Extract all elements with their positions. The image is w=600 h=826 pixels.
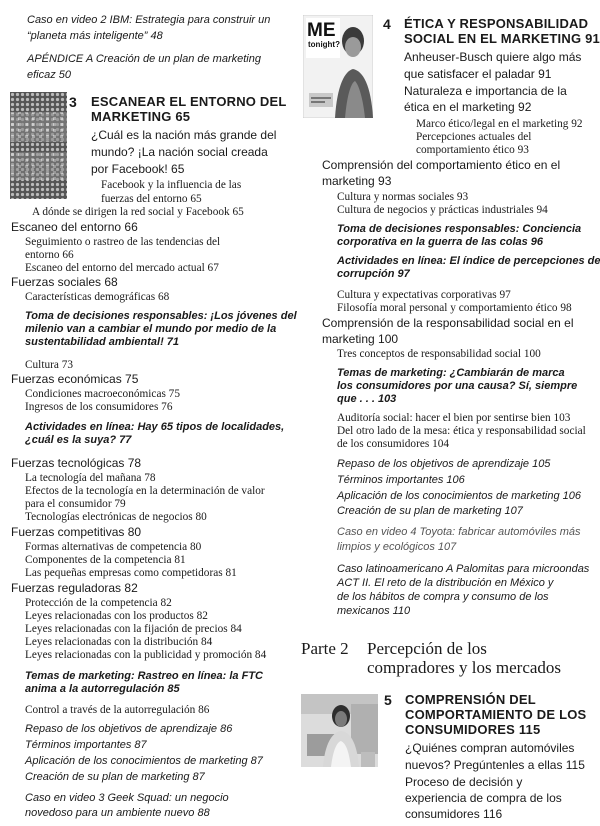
chapter-5-opener: ¿Quiénes compran automóviles — [405, 741, 575, 755]
toc-entry-video-case-2-cont: “planeta más inteligente” 48 — [27, 30, 163, 42]
end-matter-entry: Creación de su plan de marketing 87 — [25, 771, 205, 783]
end-matter-entry: Repaso de los objetivos de aprendizaje 86 — [25, 723, 233, 735]
cover-headline: ME — [307, 20, 336, 41]
cover-subheadline: tonight? — [308, 40, 340, 49]
feature-box-entry: Toma de decisiones responsables: Conciencia — [337, 223, 582, 235]
feature-box-entry: corrupción 97 — [337, 268, 410, 280]
toc-entry-latam-case-a-cont: mexicanos 110 — [337, 605, 411, 617]
toc-sub-entry: Tecnologías electrónicas de negocios 80 — [25, 511, 207, 523]
chapter-4-opener-cont: que satisfacer el paladar 91 — [404, 67, 552, 81]
toc-entry-video-case-2: Caso en video 2 IBM: Estrategia para construir un — [27, 14, 271, 26]
feature-box-entry: Temas de marketing: Rastreo en línea: la FTC — [25, 670, 263, 682]
toc-entry-appendix-a-cont: eficaz 50 — [27, 69, 72, 81]
toc-sub-entry: Cultura de negocios y prácticas industriales 94 — [337, 204, 548, 216]
chapter-4-title-cont: SOCIAL EN EL MARKETING 91 — [404, 31, 600, 46]
toc-sub-entry: Formas alternativas de competencia 80 — [25, 541, 202, 553]
feature-box-entry: Actividades en línea: Hay 65 tipos de localidades, — [25, 421, 285, 433]
toc-section: Fuerzas reguladoras 82 — [11, 581, 138, 595]
toc-section: Comprensión del comportamiento ético en el — [322, 158, 561, 172]
toc-sub-entry: Protección de la competencia 82 — [25, 597, 172, 609]
toc-sub-entry: Cultura y normas sociales 93 — [337, 191, 469, 203]
toc-sub-entry: comportamiento ético 93 — [416, 144, 529, 156]
chapter-3-opener-cont: por Facebook! 65 — [91, 162, 185, 176]
toc-sub-entry: Leyes relacionadas con la fijación de precios 84 — [25, 623, 242, 635]
chapter-3-opener: ¿Cuál es la nación más grande del — [91, 128, 277, 142]
toc-section: Comprensión de la responsabilidad social en el — [322, 316, 574, 330]
part-2-label: Parte 2 — [301, 639, 349, 658]
feature-box-entry: corporativa en la guerra de las colas 96 — [337, 236, 544, 248]
toc-entry-latam-case-a-cont: de los hábitos de compra y consumo de los — [337, 591, 549, 603]
end-matter-entry: Aplicación de los conocimientos de marketing 106 — [337, 490, 581, 502]
toc-sub-entry: Leyes relacionadas con la distribución 84 — [25, 636, 213, 648]
toc-sub-entry: Leyes relacionadas con los productos 82 — [25, 610, 208, 622]
chapter-5-title: COMPRENSIÓN DEL — [405, 692, 536, 707]
chapter-3-opener-cont: mundo? ¡La nación social creada — [91, 145, 268, 159]
chapter-4-section: Naturaleza e importancia de la — [404, 84, 567, 98]
toc-entry-appendix-a: APÉNDICE A Creación de un plan de marketing — [27, 53, 261, 65]
toc-sub-entry: Filosofía moral personal y comportamiento ético 98 — [337, 302, 572, 314]
toc-sub-entry: A dónde se dirigen la red social y Facebook 65 — [32, 206, 244, 218]
end-matter-entry: Aplicación de los conocimientos de marketing 87 — [25, 755, 263, 767]
toc-sub-entry: Leyes relacionadas con la publicidad y promoción 84 — [25, 649, 267, 661]
chapter-3-number: 3 — [69, 94, 77, 110]
toc-entry-video-case-3-cont: novedoso para un ambiente nuevo 88 — [25, 807, 210, 819]
end-matter-entry: Términos importantes 106 — [337, 474, 465, 486]
toc-sub-entry: Características demográficas 68 — [25, 291, 170, 303]
toc-entry-video-case-4-cont: limpios y ecológicos 107 — [337, 541, 457, 553]
feature-box-entry: Temas de marketing: ¿Cambiarán de marca — [337, 367, 565, 379]
toc-section: Fuerzas económicas 75 — [11, 372, 139, 386]
feature-box-entry: anima a la autorregulación 85 — [25, 683, 180, 695]
toc-sub-entry: Condiciones macroeconómicas 75 — [25, 388, 180, 400]
toc-sub-entry: Marco ético/legal en el marketing 92 — [416, 118, 583, 130]
toc-section: Fuerzas tecnológicas 78 — [11, 456, 142, 470]
feature-box-entry: Actividades en línea: El índice de percepciones de — [337, 255, 600, 267]
toc-sub-entry: Auditoría social: hacer el bien por sentirse bien 103 — [337, 412, 571, 424]
chapter-5-number: 5 — [384, 692, 392, 708]
toc-sub-entry: Seguimiento o rastreo de las tendencias del — [25, 236, 221, 248]
toc-section: Fuerzas sociales 68 — [11, 275, 118, 289]
part-2-title-cont: compradores y los mercados — [367, 658, 562, 677]
end-matter-entry: Creación de su plan de marketing 107 — [337, 505, 523, 517]
chapter-3-title: ESCANEAR EL ENTORNO DEL — [91, 94, 287, 109]
chapter-5-photo — [301, 694, 378, 767]
chapter-4-cover-photo — [303, 15, 373, 118]
toc-section-cont: marketing 93 — [322, 174, 392, 188]
chapter-3-title-cont: MARKETING 65 — [91, 109, 191, 124]
chapter-5-opener-cont: nuevos? Pregúntenles a ellas 115 — [405, 758, 585, 772]
toc-section: Fuerzas competitivas 80 — [11, 525, 142, 539]
toc-sub-entry: entorno 66 — [25, 249, 74, 261]
end-matter-entry: Términos importantes 87 — [25, 739, 147, 751]
toc-sub-entry: Control a través de la autorregulación 86 — [25, 704, 210, 716]
toc-entry-latam-case-a: Caso latinoamericano A Palomitas para microondas — [337, 563, 590, 575]
toc-sub-entry: fuerzas del entorno 65 — [101, 193, 202, 205]
toc-sub-entry: para el consumidor 79 — [25, 498, 126, 510]
feature-box-entry: sustentabilidad ambiental! 71 — [25, 336, 180, 348]
chapter-5-section: Proceso de decisión y — [405, 775, 523, 789]
feature-box-entry: milenio van a cambiar el mundo por medio de la — [25, 323, 277, 335]
feature-box-entry: ¿cuál es la suya? 77 — [25, 434, 132, 446]
toc-sub-entry: Facebook y la influencia de las — [101, 179, 242, 191]
feature-box-entry: Toma de decisiones responsables: ¡Los jóvenes del — [25, 310, 297, 322]
feature-box-entry: los consumidores por una causa? Sí, siempre — [337, 380, 578, 392]
chapter-5-title-cont: COMPORTAMIENTO DE LOS — [405, 707, 587, 722]
chapter-5-section-cont: experiencia de compra de los — [405, 791, 562, 805]
toc-sub-entry: de los consumidores 104 — [337, 438, 450, 450]
toc-sub-entry: Tres conceptos de responsabilidad social 100 — [337, 348, 541, 360]
toc-sub-entry: Componentes de la competencia 81 — [25, 554, 186, 566]
toc-sub-entry: Cultura 73 — [25, 359, 74, 371]
toc-entry-video-case-3: Caso en video 3 Geek Squad: un negocio — [25, 792, 229, 804]
part-2-title: Percepción de los — [367, 639, 487, 658]
toc-sub-entry: Cultura y expectativas corporativas 97 — [337, 289, 511, 301]
toc-sub-entry: Efectos de la tecnología en la determinación de valor — [25, 485, 265, 497]
chapter-4-opener: Anheuser-Busch quiere algo más — [404, 50, 582, 64]
chapter-4-number: 4 — [383, 16, 391, 32]
end-matter-entry: Repaso de los objetivos de aprendizaje 105 — [337, 458, 551, 470]
chapter-5-title-cont: CONSUMIDORES 115 — [405, 722, 541, 737]
chapter-5-section-cont: consumidores 116 — [405, 807, 503, 821]
chapter-4-section-cont: ética en el marketing 92 — [404, 100, 532, 114]
toc-sub-entry: Percepciones actuales del — [416, 131, 532, 143]
toc-section-cont: marketing 100 — [322, 332, 399, 346]
chapter-3-collage-photo — [10, 92, 67, 199]
toc-sub-entry: Del otro lado de la mesa: ética y responsabilidad social — [337, 425, 586, 437]
toc-sub-entry: Las pequeñas empresas como competidoras 81 — [25, 567, 237, 579]
toc-sub-entry: La tecnología del mañana 78 — [25, 472, 156, 484]
toc-entry-video-case-4: Caso en video 4 Toyota: fabricar automóviles más — [337, 526, 581, 538]
toc-sub-entry: Escaneo del entorno del mercado actual 67 — [25, 262, 219, 274]
chapter-4-title: ÉTICA Y RESPONSABILIDAD — [404, 16, 589, 31]
toc-section: Escaneo del entorno 66 — [11, 220, 138, 234]
feature-box-entry: que . . . 103 — [337, 393, 397, 405]
toc-sub-entry: Ingresos de los consumidores 76 — [25, 401, 173, 413]
toc-entry-latam-case-a-cont: ACT II. El reto de la distribución en México y — [337, 577, 554, 589]
